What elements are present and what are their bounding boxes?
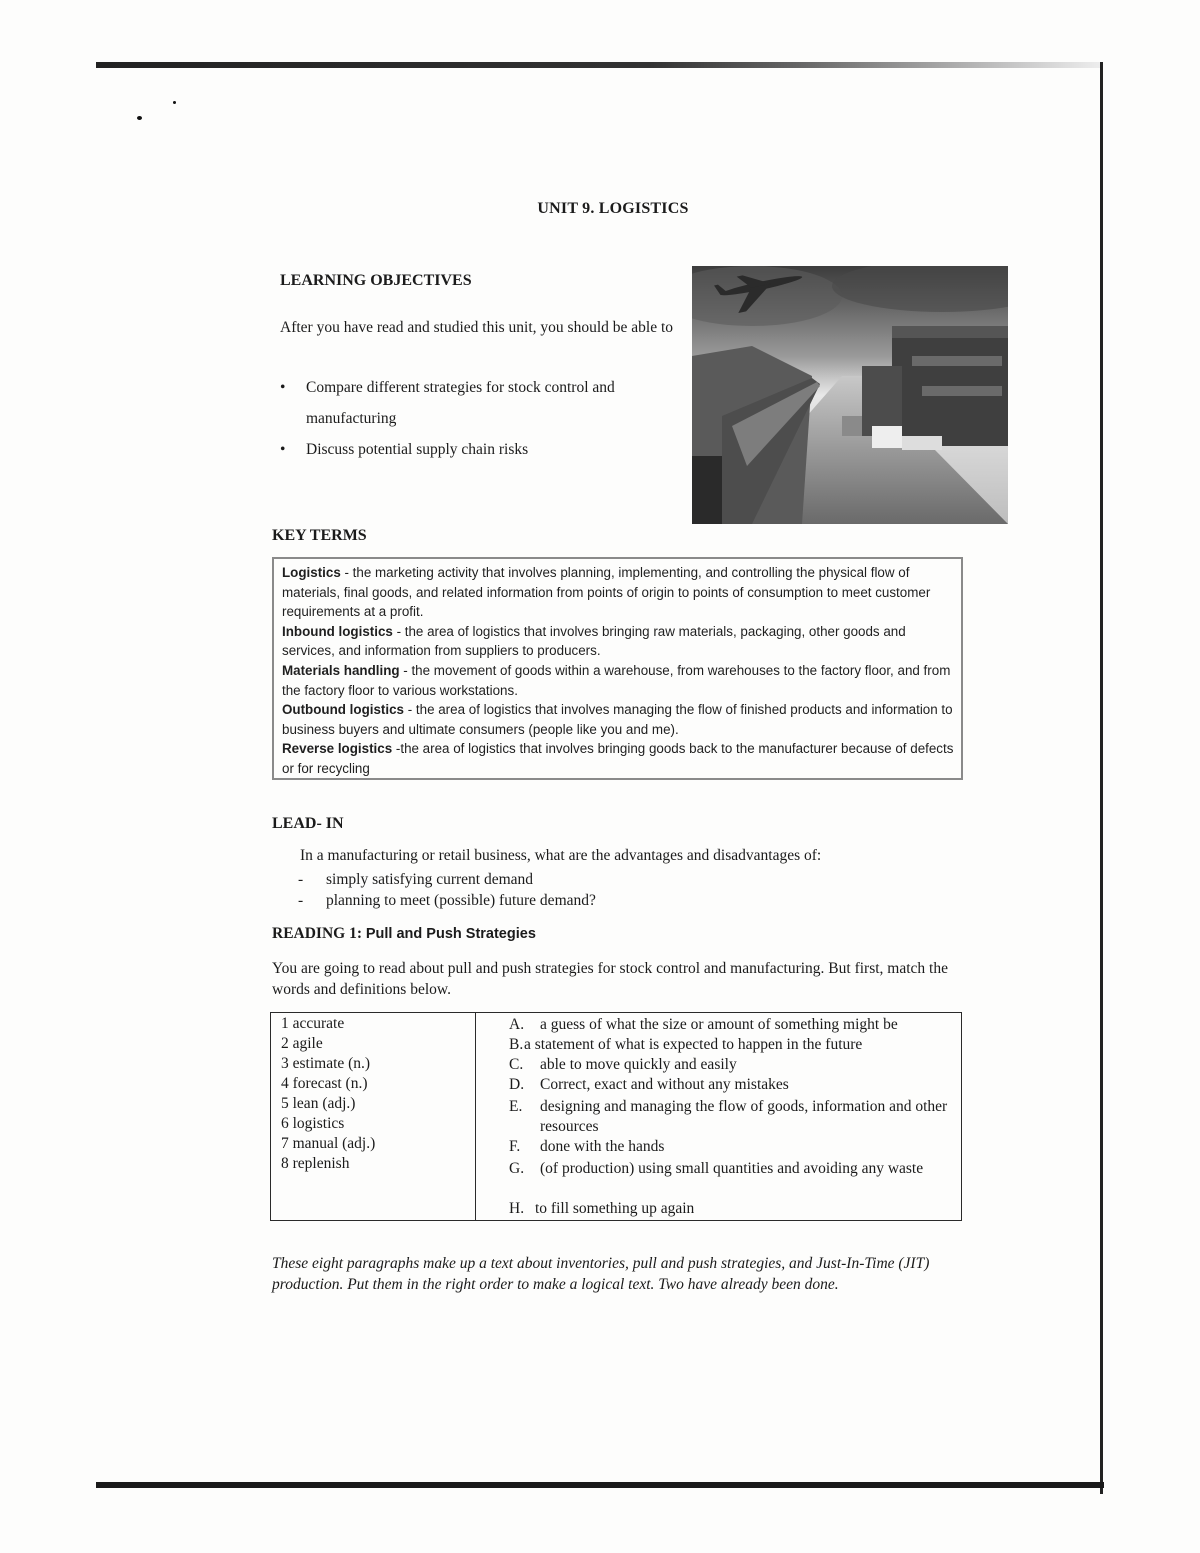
unit-title: UNIT 9. LOGISTICS bbox=[537, 200, 689, 217]
definition-item: F. done with the hands bbox=[509, 1138, 665, 1155]
key-term-entry bbox=[282, 661, 955, 700]
learning-objectives-intro: After you have read and studied this unit, you should be able to bbox=[280, 319, 674, 336]
matching-table bbox=[270, 1012, 962, 1221]
key-terms-box bbox=[272, 557, 963, 780]
word-item: 5 lean (adj.) bbox=[281, 1095, 356, 1112]
words-column bbox=[271, 1013, 476, 1220]
dash-icon: - bbox=[298, 871, 304, 888]
learning-objectives-heading: LEARNING OBJECTIVES bbox=[280, 272, 472, 289]
word-item: 7 manual (adj.) bbox=[281, 1135, 376, 1152]
definition-item: A. a guess of what the size or amount of something might be bbox=[509, 1016, 898, 1033]
lead-in-question: In a manufacturing or retail business, what are the advantages and disadvantages of: bbox=[300, 847, 822, 864]
definition-item: H. to fill something up again bbox=[509, 1200, 695, 1217]
key-term-definition: - the movement of goods within a warehouse, from warehouses to the factory floor, and from the factory floor to various workstations. bbox=[282, 662, 951, 698]
learning-objectives-list bbox=[280, 372, 680, 465]
ordering-instruction: These eight paragraphs make up a text about inventories, pull and push strategies, and Just-In-Time (JIT) production. Put them in the right order to make a logical text. Two have already been done. bbox=[272, 1255, 930, 1293]
lead-in-item: - planning to meet (possible) future demand? bbox=[298, 892, 596, 909]
key-term: Outbound logistics bbox=[282, 702, 404, 718]
key-term: Inbound logistics bbox=[282, 623, 393, 639]
learning-objective-item: • Compare different strategies for stock control and manufacturing bbox=[280, 372, 680, 434]
word-item: 1 accurate bbox=[281, 1015, 345, 1032]
bullet-icon: • bbox=[280, 379, 286, 396]
bullet-icon: • bbox=[280, 441, 286, 458]
key-term-entry bbox=[282, 563, 955, 622]
definition-item: G. (of production) using small quantities and avoiding any waste bbox=[509, 1160, 924, 1177]
word-item: 2 agile bbox=[281, 1035, 323, 1052]
word-item: 4 forecast (n.) bbox=[281, 1075, 368, 1092]
scan-edge-top bbox=[96, 62, 1102, 68]
scan-speck bbox=[173, 101, 176, 104]
learning-objective-item: • Discuss potential supply chain risks bbox=[280, 434, 680, 465]
key-term: Materials handling bbox=[282, 662, 400, 678]
word-item: 6 logistics bbox=[281, 1115, 345, 1132]
scan-edge-bottom bbox=[96, 1482, 1104, 1488]
dash-icon: - bbox=[298, 892, 304, 909]
definition-item: B. a statement of what is expected to happen in the future bbox=[509, 1036, 863, 1053]
key-term-entry bbox=[282, 700, 955, 739]
reading-heading: READING 1: Pull and Push Strategies bbox=[272, 925, 536, 942]
word-item: 8 replenish bbox=[281, 1155, 350, 1172]
key-term-definition: - the area of logistics that involves bringing raw materials, packaging, other goods and services, and information from suppliers to producers. bbox=[282, 623, 906, 659]
definitions-column bbox=[509, 1013, 959, 1220]
scan-speck bbox=[137, 116, 142, 120]
key-term-definition: -the area of logistics that involves bringing goods back to the manufacturer because of defects or for recycling bbox=[282, 741, 954, 776]
key-term-entry bbox=[282, 622, 955, 661]
lead-in-heading: LEAD- IN bbox=[272, 815, 344, 832]
lead-in-list bbox=[298, 869, 596, 911]
key-terms-heading: KEY TERMS bbox=[272, 527, 367, 544]
word-item: 3 estimate (n.) bbox=[281, 1055, 371, 1072]
lead-in-item: - simply satisfying current demand bbox=[298, 871, 534, 888]
definition-item: E. designing and managing the flow of goods, information and other resources bbox=[509, 1098, 948, 1135]
reading-intro: You are going to read about pull and push strategies for stock control and manufacturing. But first, match the words and definitions below. bbox=[272, 960, 948, 998]
key-term: Reverse logistics bbox=[282, 741, 393, 757]
key-term-definition: - the area of logistics that involves managing the flow of finished products and information to business buyers and ultimate consumers (people like you and me). bbox=[282, 702, 953, 737]
key-term-entry bbox=[282, 739, 955, 778]
scan-edge-right bbox=[1100, 62, 1103, 1494]
logistics-photo bbox=[692, 266, 1008, 524]
definition-item: D. Correct, exact and without any mistakes bbox=[509, 1076, 789, 1093]
definition-item: C. able to move quickly and easily bbox=[509, 1056, 737, 1073]
key-term: Logistics bbox=[282, 565, 341, 580]
key-term-definition: - the marketing activity that involves planning, implementing, and controlling the physical flow of materials, final goods, and related information from points of origin to points of consumption to meet customer requirements at a profit. bbox=[282, 565, 931, 620]
